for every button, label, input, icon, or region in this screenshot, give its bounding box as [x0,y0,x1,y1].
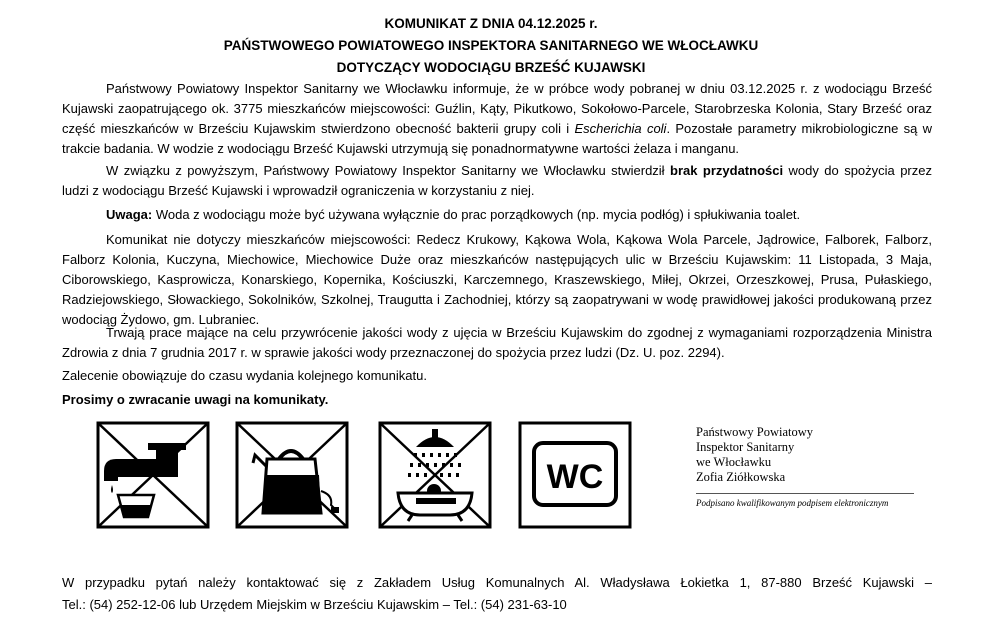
signature-line-2: Inspektor Sanitarny [696,440,795,454]
paragraph-warning: Uwaga: Woda z wodociągu może być używana wyłącznie do prac porządkowych (np. mycia podłóg) i spłukiwania toalet. [106,207,801,222]
no-drinking-tap-icon [96,421,210,529]
signature-name: Zofia Ziółkowska [696,470,786,484]
signature-divider [696,493,914,494]
paragraph-validity: Zalecenie obowiązuje do czasu wydania kolejnego komunikatu. [62,368,427,383]
footer-line-1: W przypadku pytań należy kontaktować się z Zakładem Usług Komunalnych Al. Władysława Łokietka 1, 87-880 Brześć Kujawski – [62,575,932,590]
title-line-1: KOMUNIKAT Z DNIA 04.12.2025 r. [384,16,598,31]
signature-line-3: we Włocławku [696,455,772,469]
wc-label: WC [546,458,604,496]
no-bath-icon [378,421,492,529]
paragraph-attention: Prosimy o zwracanie uwagi na komunikaty. [62,392,329,407]
footer-line-2: Tel.: (54) 252-12-06 lub Urzędem Miejskim w Brześciu Kujawskim – Tel.: (54) 231-63-10 [62,597,567,612]
signature-line-1: Państwowy Powiatowy [696,425,814,439]
paragraph-unfit-water: W związku z powyższym, Państwowy Powiatowy Inspektor Sanitarny we Włocławku stwierdził brak przydatności wody do spożycia przez ludzi z wodociągu Brześć Kujawski i wprowadził ograniczenia w korzystaniu z niej. [62,163,932,198]
paragraph-contamination: Państwowy Powiatowy Inspektor Sanitarny we Włocławku informuje, że w próbce wody pobranej w dniu 03.12.2025 r. z wodociągu Brześć Kujawski zaopatrującego ok. 3775 mieszkańców miejscowości: Guźlin, Kąty, Pikutkowo, Sokołowo-Parcele, Starobrzeska Kolonia, Stary Brześć oraz część mieszkańców w Brześciu Kujawskim stwierdzono obecność bakterii grupy coli i Escherichia coli. Pozostałe parametry mikrobiologiczne są w trakcie badania. W wodzie z wodociągu Brześć Kujawski utrzymują się ponadnormatywne wartości żelaza i manganu. [62,81,932,156]
no-kettle-icon [235,421,349,529]
signature-note: Podpisano kwalifikowanym podpisem elektronicznym [696,498,889,508]
paragraph-works: Trwają prace mające na celu przywrócenie jakości wody z ujęcia w Brześciu Kujawskim do zgodnej z wymaganiami rozporządzenia Ministra Zdrowia z dnia 7 grudnia 2017 r. w sprawie jakości wody przeznaczonej do spożycia przez ludzi (Dz. U. poz. 2294). [62,325,932,360]
title-line-2: PAŃSTWOWEGO POWIATOWEGO INSPEKTORA SANITARNEGO WE WŁOCŁAWKU [223,38,759,53]
title-line-3: DOTYCZĄCY WODOCIĄGU BRZEŚĆ KUJAWSKI [336,60,646,75]
wc-icon [518,421,632,529]
paragraph-exclusions: Komunikat nie dotyczy mieszkańców miejscowości: Redecz Krukowy, Kąkowa Wola, Kąkowa Wola Parcele, Jądrowice, Falborek, Falborz, Falborz Kolonia, Kuczyna, Miechowice, Miechowice Duże oraz mieszkańców następujących ulic w Brześciu Kujawskim: 11 Listopada, 3 Maja, Ciborowskiego, Kasprowicza, Konarskiego, Kopernika, Kościuszki, Karczemnego, Kraszewskiego, Miłej, Okrzei, Orzeszkowej, Prusa, Pułaskiego, Radziejowskiego, Słowackiego, Sokolników, Szkolnej, Traugutta i Zachodniej, którzy są zaopatrywani w wodę prawidłowej jakości produkowaną przez wodociąg Żydowo, gm. Lubraniec. [62,232,932,327]
